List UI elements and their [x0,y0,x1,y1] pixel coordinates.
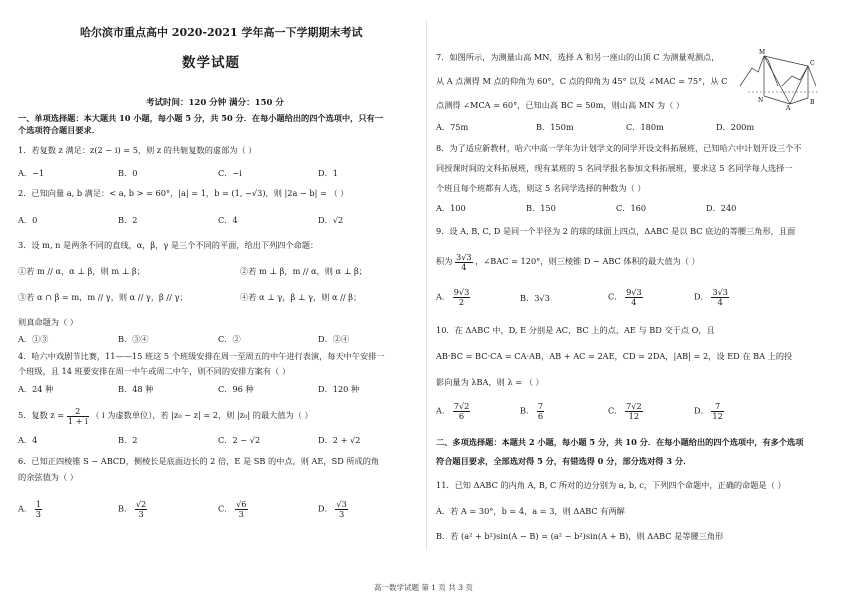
q8-line3: 个班且每个班都有人选，则这 5 名同学选择的种数为（ ） [436,183,646,193]
exam-info: 考试时间：120 分钟 满分：150 分 [146,98,284,108]
q9-area-numerator: 3√3 [456,251,472,262]
q5-stem-post: （ i 为虚数单位），若 |z₀ − z| = 2，则 |z₀| 的最大值为（ ） [91,410,313,420]
q5-stem [18,404,313,426]
q4-stem-line1: 4．哈六中戏剧节比赛，11——15 班这 5 个班级安排在周一至周五的中午进行表演，每天中午安排一 [18,351,385,361]
q10-option-b-fraction [537,402,544,421]
q9-d-denominator: 4 [717,297,723,307]
q10-option-b-label: B． [520,405,535,416]
q11-option-a: A．若 A = 30°，b = 4，a = 3，则 ΔABC 有两解 [436,506,625,516]
q8-option-c: C．160 [616,203,647,213]
fig-label-a: A [786,105,791,110]
q9-option-a-label: A． [436,291,451,302]
q9-a-denominator: 2 [458,297,465,307]
q5-option-c: C．2 − √2 [218,435,261,445]
q10-a-denominator: 6 [458,411,465,421]
q1-option-d: D．1 [318,168,338,178]
q1-option-c: C．−i [218,168,242,178]
page-footer: 高一数学试题 第 1 页 共 3 页 [374,583,473,592]
q10-option-a-label: A． [436,405,451,416]
q10-line1: 10．在 ΔABC 中，D, E 分别是 AC，BC 上的点，AE 与 BD 交于点 O，且 [436,325,715,335]
q4-option-a: A．24 种 [18,384,54,394]
q11-option-b: B．若 (a² + b²)sin(A − B) = (a² − b²)sin(A + B)，则 ΔABC 是等腰三角形 [436,531,724,541]
exam-title: 哈尔滨市重点高中 2020-2021 学年高一下学期期末考试 [80,26,363,39]
q6-option-a [18,500,42,519]
q10-b-denominator: 6 [537,411,544,421]
left-column [18,0,418,560]
q10-line2: AB·BC = BC·CA = CA·AB，AB + AC = 2AE，CD = 2DA，|AB| = 2，设 ED 在 BA 上的投 [436,351,793,361]
q1-stem: 1．若复数 z 满足：z(2 − i) = 5，则 z 的共轭复数的虚部为（ ） [18,145,257,155]
q10-option-b [520,402,544,421]
q6-d-denominator: 3 [338,509,345,519]
fig-label-n: N [758,97,764,104]
mountain-right-outline [782,66,816,86]
q8-line2: 同授课时间的文科拓展班，现有某班的 5 名同学报名参加文科拓展班，要求这 5 名同学每人选择一 [436,163,793,173]
q5-fraction [67,407,89,426]
q7-line3: 点测得 ∠MCA = 60°，已知山高 BC = 50m，则山高 MN 为（ ） [436,100,685,110]
q3-option-a: A．①③ [18,334,49,344]
q8-option-b: B．150 [526,203,556,213]
fig-label-c: C [810,60,815,67]
q9-option-a-fraction [453,288,471,307]
q9-option-c-fraction [625,288,643,307]
q10-option-d-fraction [711,402,723,421]
q3-proposition-4: ④若 α ⊥ γ，β ⊥ γ，则 α // β； [240,292,362,302]
q2-option-d: D．√2 [318,215,344,225]
q8-option-a: A．100 [436,203,466,213]
q9-c-denominator: 4 [631,297,637,307]
q5-option-a: A．4 [18,435,38,445]
q9-line2-post: ，∠BAC = 120°，则三棱锥 D − ABC 体积的最大值为（ ） [475,256,700,266]
q9-option-c [608,288,643,307]
q5-option-d: D．2 + √2 [318,435,361,445]
q6-option-c-fraction [235,500,247,519]
section2-heading-line1: 二、多项选择题：本题共 2 小题，每小题 5 分，共 10 分．在每小题给出的四个选项中，有多个选项 [436,437,804,447]
q9-option-b: B．3√3 [520,293,550,303]
q7-option-d: D．200m [716,122,755,132]
q3-proposition-2: ②若 m ⊥ β，m // α，则 α ⊥ β； [240,266,367,276]
q2-option-a: A．0 [18,215,38,225]
q10-d-denominator: 12 [712,411,723,421]
section1-heading-line2: 个选项符合题目要求． [18,125,100,135]
q9-option-d [694,288,729,307]
q5-stem-pre: 5．复数 z = [18,410,65,420]
q6-option-c-label: C． [218,503,233,514]
q6-b-denominator: 3 [138,509,144,519]
q11-stem: 11．已知 ΔABC 的内角 A, B, C 所对的边分别为 a, b, c，下列四个命题中，正确的命题是（ ） [436,480,786,490]
q10-option-c-label: C． [608,405,623,416]
q3-option-d: D．②④ [318,334,350,344]
q10-d-numerator: 7 [711,402,723,412]
q6-option-b-fraction [135,500,147,519]
q4-option-c: C．96 种 [218,384,254,394]
q6-d-numerator: √3 [336,499,347,509]
q9-option-a [436,288,470,307]
q9-option-d-fraction [711,288,729,307]
q10-b-numerator: 7 [537,401,544,411]
ma-line [764,56,790,104]
section1-heading-line1: 一、单项选择题：本大题共 10 小题，每小题 5 分，共 50 分．在每小题给出的四个选项中，只有一 [18,113,383,123]
q9-area-fraction [455,253,473,272]
q6-a-denominator: 3 [35,509,41,519]
q7-mountain-figure [738,46,822,110]
q9-line2 [436,250,700,272]
q10-option-c-fraction [625,402,643,421]
q6-option-a-fraction [35,500,42,519]
q6-option-d [318,500,348,519]
q5-fraction-numerator: 2 [67,407,89,417]
q9-a-numerator: 9√3 [453,287,470,297]
q1-option-b: B．0 [118,168,138,178]
q10-a-numerator: 7√2 [453,401,470,411]
q2-option-c: C．4 [218,215,238,225]
q10-c-numerator: 7√2 [626,401,642,411]
q6-option-c [218,500,248,519]
q3-stem: 3．设 m, n 是两条不同的直线，α，β，γ 是三个不同的平面，给出下列四个命题： [18,240,319,250]
q4-option-d: D．120 种 [318,384,360,394]
q3-option-c: C．② [218,334,241,344]
q3-proposition-3: ③若 α ∩ β = m，m // γ，则 α // γ，β // γ； [18,292,188,302]
section2-heading-line2: 符合题目要求，全部选对得 5 分，有错选得 0 分，部分选对得 3 分． [436,456,692,466]
q10-line3: 影向量为 λBA，则 λ = （ ） [436,377,544,387]
q3-proposition-1: ①若 m // α，α ⊥ β，则 m ⊥ β； [18,266,145,276]
q10-c-denominator: 12 [628,411,640,421]
subject-title: 数学试题 [182,55,240,71]
q4-stem-line2: 个班级，且 14 班要安排在周一中午或周二中午，则不同的安排方案有（ ） [18,366,291,376]
q6-option-d-label: D． [318,503,333,514]
q9-c-numerator: 9√3 [626,287,642,297]
q5-option-b: B．2 [118,435,138,445]
q3-ask: 则真命题为（ ） [18,317,78,327]
q9-area-denominator: 4 [461,261,467,272]
q9-option-d-label: D． [694,291,709,302]
ca-line [790,66,808,104]
q10-option-a [436,402,470,421]
q6-a-numerator: 1 [35,499,41,509]
q6-b-numerator: √2 [135,499,147,509]
q7-option-b: B．150m [536,122,574,132]
q6-option-d-fraction [335,500,347,519]
q9-d-numerator: 3√3 [712,287,729,297]
q10-option-c [608,402,643,421]
mc-line [764,56,808,66]
q6-c-denominator: 3 [238,509,244,519]
q10-option-a-fraction [453,402,471,421]
q9-line1: 9．设 A, B, C, D 是同一个半径为 2 的球的球面上四点，ΔABC 是以 BC 底边的等腰三角形，且面 [436,226,796,236]
q6-stem-line2: 的余弦值为（ ） [18,472,78,482]
q9-option-c-label: C． [608,291,623,302]
q6-option-a-label: A． [18,503,33,514]
column-divider [426,20,427,550]
q7-line2: 从 A 点测得 M 点的仰角为 60°，C 点的仰角为 45° 以及 ∠MAC = 75°，从 C [436,76,728,86]
q8-line1: 8．为了适应新教材，哈六中高一学年为计划学文的同学开设文科拓展班，已知哈六中计划开设三个不 [436,143,802,153]
q6-c-numerator: √6 [236,499,247,509]
fig-label-m: M [759,49,766,56]
q10-option-d-label: D． [694,405,709,416]
q6-option-b [118,500,147,519]
q6-stem-line1: 6．已知正四棱锥 S − ABCD，侧棱长是底面边长的 2 倍，E 是 SB 的中点，则 AE，SD 所成的角 [18,456,380,466]
q10-option-d [694,402,724,421]
q7-option-c: C．180m [626,122,664,132]
q3-option-b: B．③④ [118,334,149,344]
q7-line1: 7．如图所示，为测量山高 MN，选择 A 和另一座山的山顶 C 为测量观测点， [436,52,720,62]
q6-option-b-label: B． [118,503,133,514]
q5-fraction-denominator: 1 + i [67,415,88,426]
q9-line2-pre: 积为 [436,256,453,266]
q1-option-a: A．−1 [18,168,45,178]
q8-option-d: D．240 [706,203,737,213]
fig-label-b: B [810,99,815,106]
q7-option-a: A．75m [436,122,469,132]
q2-option-b: B．2 [118,215,138,225]
q4-option-b: B．48 种 [118,384,154,394]
q2-stem: 2．已知向量 a, b 满足：< a, b > = 60°，|a| = 1，b = (1, −√3)，则 |2a − b| = （ ） [18,188,349,198]
